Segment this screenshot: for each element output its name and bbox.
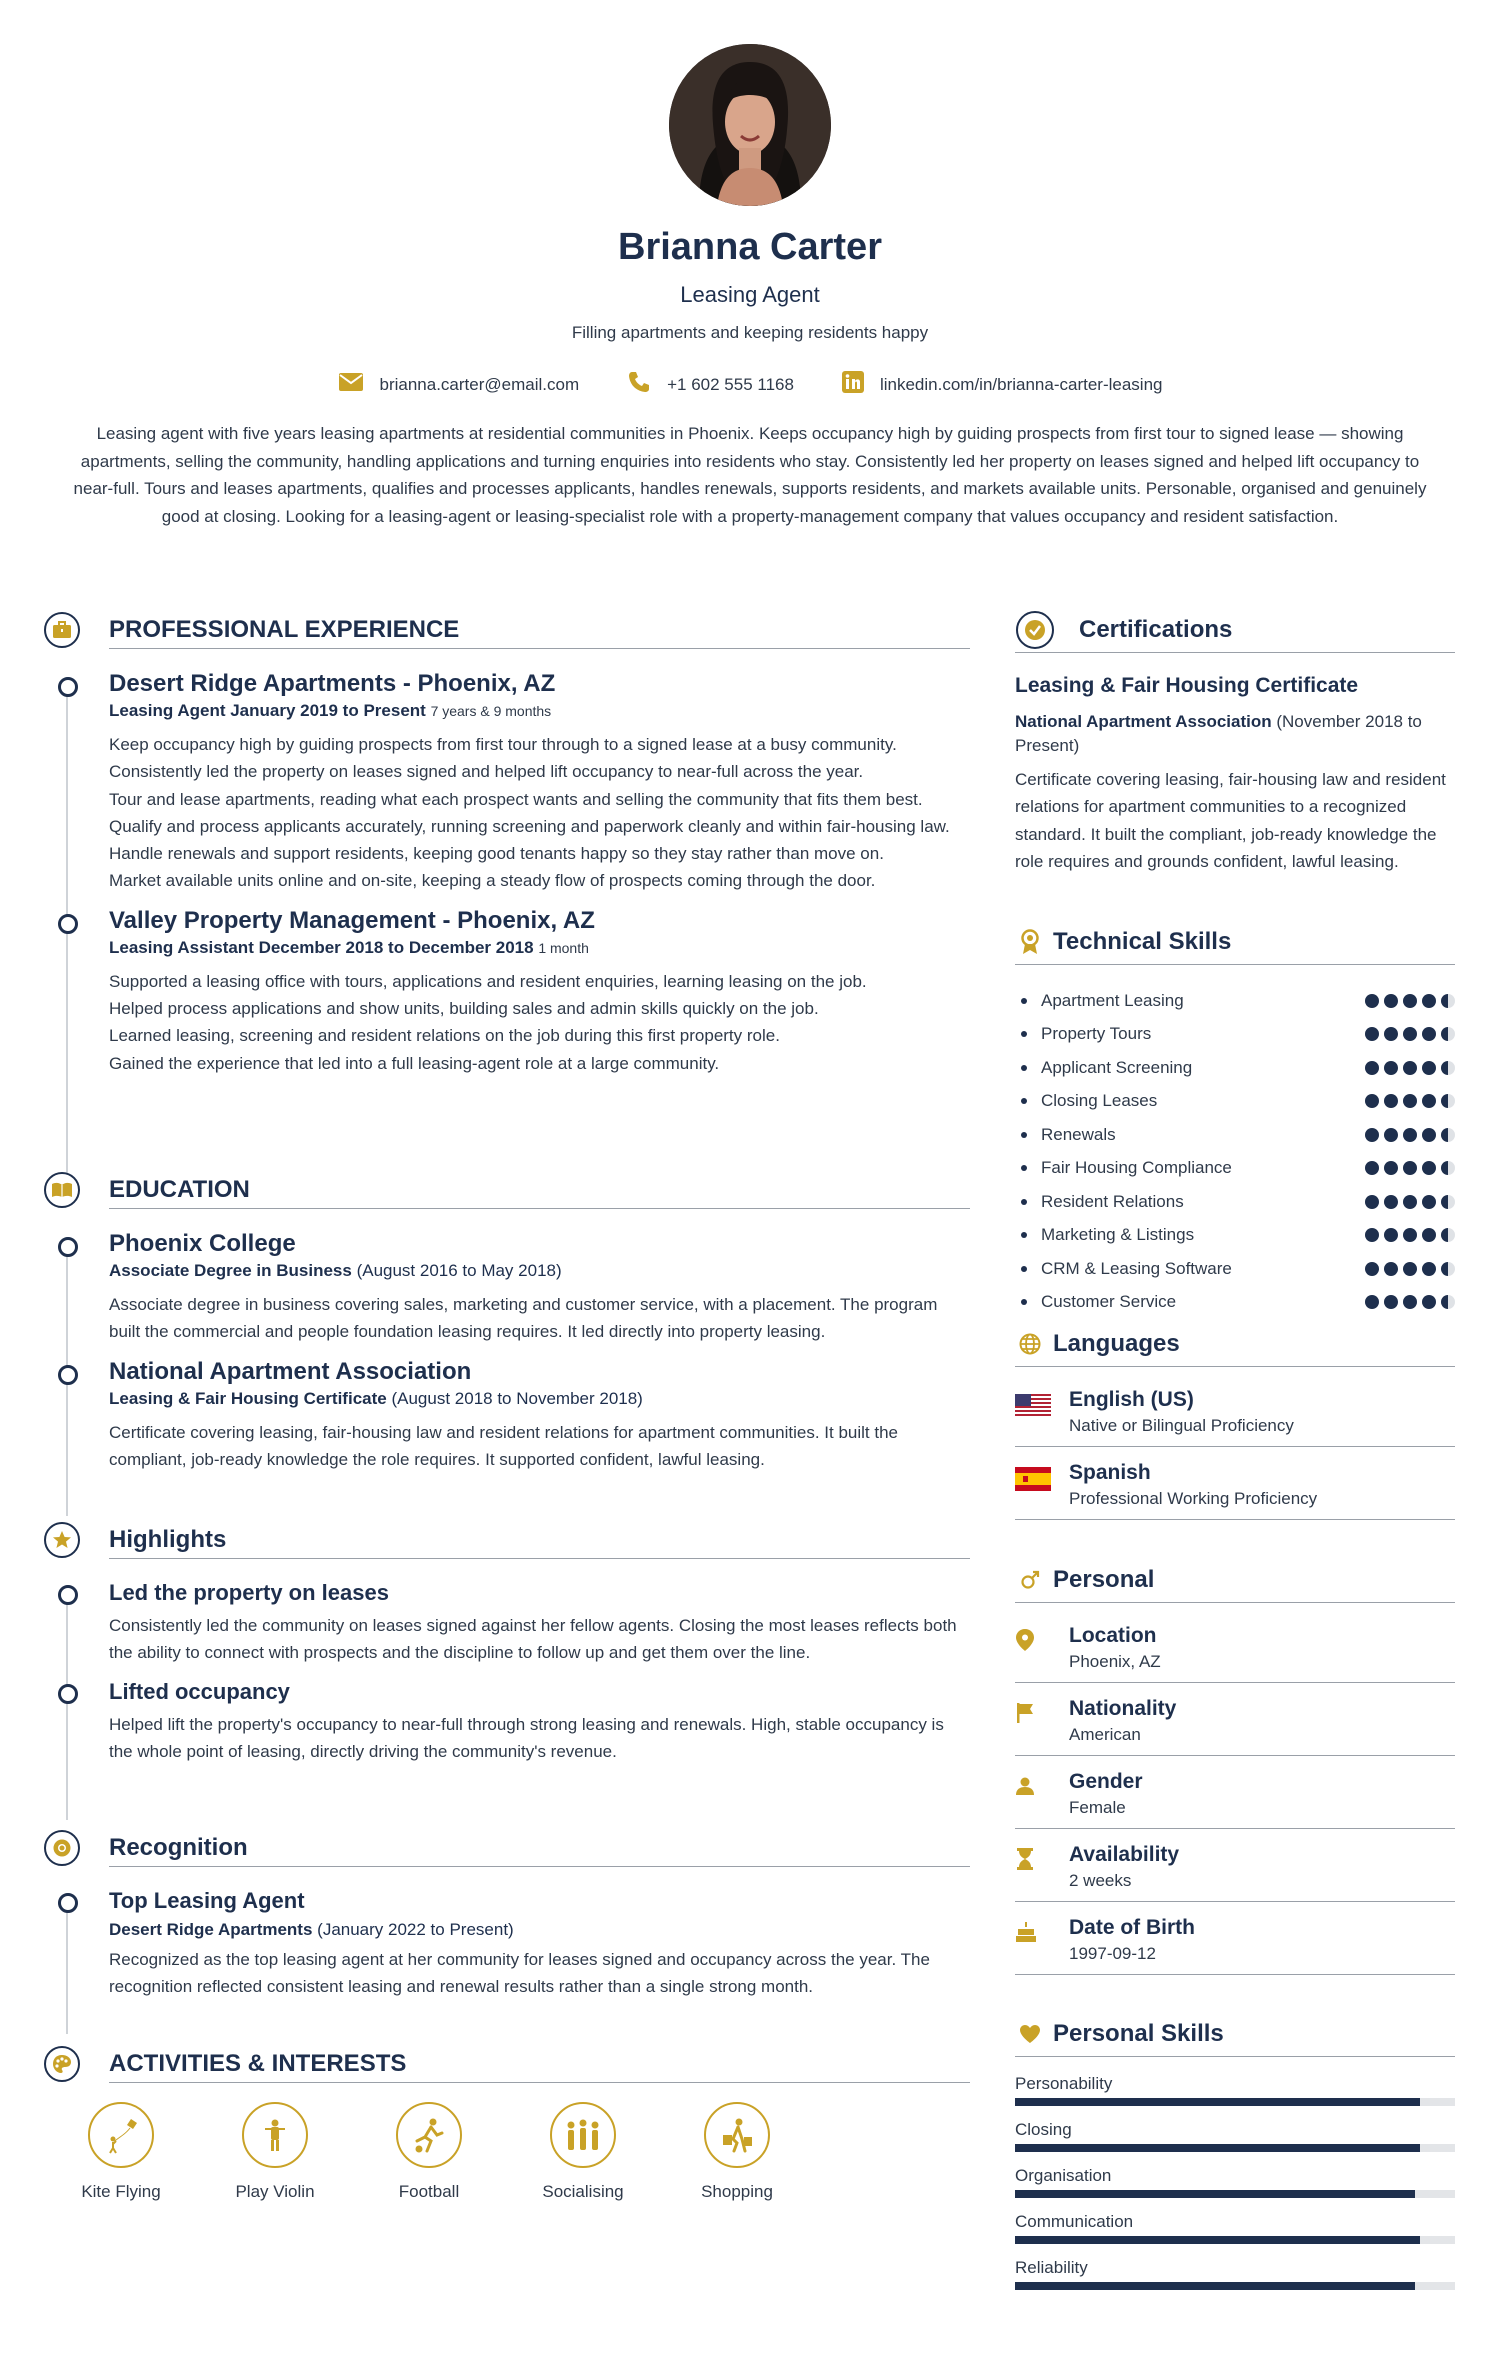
rating-dot xyxy=(1365,1195,1379,1209)
rating-dot xyxy=(1441,1262,1455,1276)
skill-rating xyxy=(1365,1094,1455,1108)
rating-dot xyxy=(1422,1128,1436,1142)
credential: Leasing & Fair Housing Certificate xyxy=(109,1388,387,1408)
personal-item xyxy=(1015,1610,1455,1683)
rating-dot xyxy=(1441,1161,1455,1175)
technical-skill-row xyxy=(1015,1085,1455,1119)
activity-label: Shopping xyxy=(701,2182,773,2201)
language-level: Native or Bilingual Proficiency xyxy=(1069,1416,1294,1435)
certificate-title: Leasing & Fair Housing Certificate xyxy=(1015,674,1359,697)
duration: 1 month xyxy=(538,939,589,956)
divider xyxy=(1015,1366,1455,1367)
gender-symbol-icon xyxy=(1015,1560,1045,1600)
personal-value: 2 weeks xyxy=(1069,1871,1132,1890)
bullet-icon xyxy=(1021,1132,1027,1138)
technical-skill-row xyxy=(1015,1118,1455,1152)
skill-rating xyxy=(1365,1161,1455,1175)
rating-dot xyxy=(1403,1262,1417,1276)
rating-dot xyxy=(1422,1262,1436,1276)
bullet-icon xyxy=(1021,1199,1027,1205)
personal-skill-row xyxy=(1015,2212,1455,2258)
football-icon xyxy=(396,2102,462,2168)
skill-name: Personability xyxy=(1015,2074,1113,2093)
skill-name: CRM & Leasing Software xyxy=(1041,1258,1232,1278)
personal-label: Gender xyxy=(1069,1770,1143,1793)
skill-bar-fill xyxy=(1015,2098,1420,2106)
rating-dot xyxy=(1403,1295,1417,1309)
contact-email[interactable] xyxy=(338,370,580,399)
timeline-dot xyxy=(58,1684,78,1704)
rating-dot xyxy=(1422,1195,1436,1209)
kite-icon xyxy=(88,2102,154,2168)
highlight-entry xyxy=(44,1580,970,1667)
skill-name: Customer Service xyxy=(1041,1292,1177,1312)
education-entry xyxy=(44,1358,970,1474)
personal-label: Availability xyxy=(1069,1843,1180,1866)
award-title: Top Leasing Agent xyxy=(109,1888,305,1913)
rating-dot xyxy=(1365,994,1379,1008)
hourglass-icon xyxy=(1015,1845,1051,1873)
rating-dot xyxy=(1441,1061,1455,1075)
technical-skills-heading: Technical Skills xyxy=(1053,928,1232,955)
highlight-entry xyxy=(44,1679,970,1766)
divider xyxy=(109,1558,970,1559)
award-org: Desert Ridge Apartments xyxy=(109,1920,313,1939)
skill-rating xyxy=(1365,1061,1455,1075)
activity-item xyxy=(352,2102,506,2202)
bullet: Learned leasing, screening and resident relations on the job during this first property role. xyxy=(109,1026,780,1046)
personal-label: Location xyxy=(1069,1624,1157,1647)
education-entry xyxy=(44,1230,970,1346)
divider xyxy=(1015,652,1455,653)
certifications-section xyxy=(1015,608,1455,920)
skill-name: Communication xyxy=(1015,2212,1134,2231)
timeline-dot xyxy=(58,677,78,697)
highlight-title: Lifted occupancy xyxy=(109,1678,290,1704)
technical-skills-list xyxy=(1015,984,1455,1319)
technical-skill-row xyxy=(1015,1152,1455,1186)
cert-body: Certificate covering leasing, fair-housing law and resident relations for apartment communities to a recognized standard. It built the compliant, job-ready knowledge the role requires and grounds confident, lawful leasing. xyxy=(1015,770,1446,871)
technical-skill-row xyxy=(1015,1018,1455,1052)
divider xyxy=(1015,1602,1455,1603)
activity-item xyxy=(44,2102,198,2202)
issuer: National Apartment Association xyxy=(1015,712,1272,731)
linkedin-icon xyxy=(842,371,864,398)
rating-dot xyxy=(1422,1061,1436,1075)
phone-icon xyxy=(627,370,651,399)
rating-dot xyxy=(1403,1094,1417,1108)
personal-value: 1997-09-12 xyxy=(1069,1944,1156,1963)
bullet-icon xyxy=(1021,998,1027,1004)
dates: (August 2018 to November 2018) xyxy=(391,1388,643,1408)
skill-bar-fill xyxy=(1015,2190,1415,2198)
personal-label: Nationality xyxy=(1069,1697,1177,1720)
contact-linkedin[interactable] xyxy=(842,370,1163,399)
rating-dot xyxy=(1365,1094,1379,1108)
rating-dot xyxy=(1441,1295,1455,1309)
skill-name: Closing Leases xyxy=(1041,1091,1158,1111)
people-icon xyxy=(550,2102,616,2168)
technical-skill-row xyxy=(1015,1185,1455,1219)
bullet: Gained the experience that led into a full leasing-agent role at a large community. xyxy=(109,1053,720,1073)
highlight-title: Led the property on leases xyxy=(109,1580,389,1605)
rating-dot xyxy=(1365,1061,1379,1075)
personal-item xyxy=(1015,1902,1455,1975)
bullet: Qualify and process applicants accurately, running screening and paperwork cleanly and within fair-housing law. xyxy=(109,816,950,836)
languages-section xyxy=(1015,1322,1455,1558)
shopping-icon xyxy=(704,2102,770,2168)
technical-skill-row xyxy=(1015,1286,1455,1320)
rating-dot xyxy=(1422,1027,1436,1041)
skill-name: Fair Housing Compliance xyxy=(1041,1158,1232,1178)
rating-dot xyxy=(1365,1027,1379,1041)
skill-rating xyxy=(1365,994,1455,1008)
skill-bar-track xyxy=(1015,2098,1455,2106)
bullet: Market available units online and on-site, keeping a steady flow of prospects coming through the door. xyxy=(109,871,876,891)
language-level: Professional Working Proficiency xyxy=(1069,1489,1318,1508)
experience-entry xyxy=(44,670,970,895)
activity-label: Kite Flying xyxy=(81,2182,161,2201)
personal-skill-row xyxy=(1015,2074,1455,2120)
bullet: Tour and lease apartments, reading what each prospect wants and selling the community that fits them best. xyxy=(109,789,923,809)
bullet-icon xyxy=(1021,1299,1027,1305)
recognition-section xyxy=(44,1826,970,2042)
medal-icon xyxy=(1015,922,1045,962)
rating-dot xyxy=(1365,1161,1379,1175)
rating-dot xyxy=(1384,1027,1398,1041)
email-text[interactable]: brianna.carter@email.com xyxy=(379,374,580,394)
award-icon xyxy=(44,1830,80,1866)
description: Associate degree in business covering sales, marketing and customer service, with a placement. The program built the commercial and people foundation leasing requires. It led directly into property leasing. xyxy=(109,1295,938,1342)
personal-skill-row xyxy=(1015,2166,1455,2212)
timeline-dot xyxy=(58,1365,78,1385)
timeline-dot xyxy=(58,1237,78,1257)
divider xyxy=(1015,2056,1455,2057)
highlight-body: Helped lift the property's occupancy to near-full through strong leasing and renewals. High, stable occupancy is the whole point of leasing, directly driving the community's revenue. xyxy=(109,1714,944,1761)
heart-icon xyxy=(1015,2014,1045,2054)
personal-item xyxy=(1015,1756,1455,1829)
school: Phoenix College xyxy=(109,1230,296,1257)
spain-flag-icon xyxy=(1015,1467,1051,1491)
rating-dot xyxy=(1365,1295,1379,1309)
skill-name: Closing xyxy=(1015,2120,1072,2139)
left-column xyxy=(44,608,970,2202)
rating-dot xyxy=(1422,1228,1436,1242)
dates: (August 2016 to May 2018) xyxy=(356,1261,562,1280)
rating-dot xyxy=(1441,1027,1455,1041)
personal-value: American xyxy=(1069,1725,1141,1744)
bullet-icon xyxy=(1021,1165,1027,1171)
technical-skill-row xyxy=(1015,1252,1455,1286)
personal-item xyxy=(1015,1683,1455,1756)
employer: Desert Ridge Apartments - Phoenix, AZ xyxy=(109,670,556,697)
timeline-dot xyxy=(58,1893,78,1913)
personal-skills-heading: Personal Skills xyxy=(1053,2020,1224,2047)
technical-skill-row xyxy=(1015,1051,1455,1085)
languages-heading: Languages xyxy=(1053,1330,1180,1357)
personal-skills-list xyxy=(1015,2074,1455,2304)
rating-dot xyxy=(1403,1061,1417,1075)
bullet-icon xyxy=(1021,1098,1027,1104)
bullet-icon xyxy=(1021,1266,1027,1272)
skill-bar-fill xyxy=(1015,2144,1420,2152)
personal-item xyxy=(1015,1829,1455,1902)
rating-dot xyxy=(1422,994,1436,1008)
rating-dot xyxy=(1403,1195,1417,1209)
divider xyxy=(1015,964,1455,965)
recognition-heading: Recognition xyxy=(109,1834,248,1861)
language-entry xyxy=(1015,1447,1455,1520)
rating-dot xyxy=(1403,1128,1417,1142)
certification-entry xyxy=(1015,674,1455,875)
skill-name: Property Tours xyxy=(1041,1024,1152,1044)
divider xyxy=(109,648,970,649)
location-pin-icon xyxy=(1015,1626,1051,1654)
rating-dot xyxy=(1441,1094,1455,1108)
rating-dot xyxy=(1365,1262,1379,1276)
duration: 7 years & 9 months xyxy=(430,703,552,719)
highlights-heading: Highlights xyxy=(109,1526,227,1553)
language-entry xyxy=(1015,1374,1455,1447)
rating-dot xyxy=(1441,994,1455,1008)
certifications-heading: Certifications xyxy=(1079,616,1233,643)
personal-label: Date of Birth xyxy=(1069,1916,1195,1939)
bullet-icon xyxy=(1021,1232,1027,1238)
language-name: Spanish xyxy=(1069,1461,1151,1484)
employer: Valley Property Management - Phoenix, AZ xyxy=(109,906,595,934)
right-column xyxy=(1015,608,1455,2304)
rating-dot xyxy=(1403,994,1417,1008)
position: Leasing Assistant December 2018 to December 2018 xyxy=(109,937,534,957)
us-flag-icon xyxy=(1015,1394,1051,1418)
bullet-icon xyxy=(1021,1065,1027,1071)
education-section xyxy=(44,1168,970,1518)
rating-dot xyxy=(1422,1094,1436,1108)
rating-dot xyxy=(1365,1128,1379,1142)
skill-name: Organisation xyxy=(1015,2166,1112,2185)
technical-skill-row xyxy=(1015,1219,1455,1253)
rating-dot xyxy=(1422,1161,1436,1175)
personal-skill-row xyxy=(1015,2120,1455,2166)
rating-dot xyxy=(1384,994,1398,1008)
activity-label: Socialising xyxy=(542,2182,624,2201)
bullet: Helped process applications and show units, building sales and admin skills quickly on the job. xyxy=(109,999,819,1019)
description: Certificate covering leasing, fair-housing law and resident relations for apartment communities. It built the compliant, job-ready knowledge the role requires. It supported confident, lawful leasing. xyxy=(109,1422,898,1469)
star-icon xyxy=(44,1522,80,1558)
cake-icon xyxy=(1015,1918,1051,1946)
skill-name: Apartment Leasing xyxy=(1041,990,1184,1010)
school: National Apartment Association xyxy=(109,1357,472,1385)
rating-dot xyxy=(1403,1161,1417,1175)
globe-icon xyxy=(1015,1324,1045,1364)
timeline-dot xyxy=(58,1585,78,1605)
personal-value: Phoenix, AZ xyxy=(1069,1652,1161,1671)
personal-section xyxy=(1015,1558,1455,2012)
bullet: Keep occupancy high by guiding prospects from first tour through to a signed lease at a busy community. xyxy=(109,735,897,754)
skill-name: Reliability xyxy=(1015,2258,1088,2277)
briefcase-icon xyxy=(44,612,80,648)
experience-entry xyxy=(44,907,970,1077)
skill-bar-fill xyxy=(1015,2282,1415,2290)
flag-icon xyxy=(1015,1699,1051,1727)
skill-rating xyxy=(1365,1295,1455,1309)
award-body: Recognized as the top leasing agent at her community for leases signed and occupancy across the year. The recognition reflected consistent leasing and renewal results rather than a single strong month. xyxy=(109,1950,930,1997)
palette-icon xyxy=(44,2046,80,2082)
rating-dot xyxy=(1441,1195,1455,1209)
cert-dates: (November 2018 to Present) xyxy=(1015,712,1422,755)
activities-section xyxy=(44,2042,970,2202)
skill-name: Applicant Screening xyxy=(1041,1057,1193,1077)
activity-item xyxy=(506,2102,660,2202)
skill-rating xyxy=(1365,1195,1455,1209)
rating-dot xyxy=(1384,1128,1398,1142)
violin-icon xyxy=(242,2102,308,2168)
contact-phone[interactable] xyxy=(627,370,794,399)
rating-dot xyxy=(1441,1128,1455,1142)
activity-label: Play Violin xyxy=(235,2182,315,2201)
rating-dot xyxy=(1384,1061,1398,1075)
activity-item xyxy=(198,2102,352,2202)
skill-bar-track xyxy=(1015,2236,1455,2244)
skill-name: Renewals xyxy=(1041,1124,1116,1144)
bullet-icon xyxy=(1021,1031,1027,1037)
certificate-badge-icon xyxy=(1015,610,1055,650)
skill-name: Marketing & Listings xyxy=(1041,1225,1195,1245)
rating-dot xyxy=(1365,1228,1379,1242)
skill-bar-fill xyxy=(1015,2236,1420,2244)
rating-dot xyxy=(1403,1027,1417,1041)
skill-rating xyxy=(1365,1262,1455,1276)
tagline: Filling apartments and keeping residents happy xyxy=(571,323,929,342)
avatar xyxy=(669,44,831,206)
rating-dot xyxy=(1441,1228,1455,1242)
position: Leasing Agent January 2019 to Present xyxy=(109,701,426,720)
timeline-dot xyxy=(58,914,78,934)
skill-bar-track xyxy=(1015,2144,1455,2152)
activity-item xyxy=(660,2102,814,2202)
phone-text[interactable]: +1 602 555 1168 xyxy=(667,374,794,394)
experience-heading: PROFESSIONAL EXPERIENCE xyxy=(109,616,460,643)
activity-label: Football xyxy=(398,2182,460,2201)
education-heading: EDUCATION xyxy=(109,1176,250,1203)
email-icon xyxy=(338,372,364,397)
highlights-section xyxy=(44,1518,970,1826)
rating-dot xyxy=(1384,1295,1398,1309)
highlight-body: Consistently led the community on leases signed against her fellow agents. Closing the most leases reflects both the ability to connect with prospects and the discipline to follow up and get them over the line. xyxy=(109,1616,957,1663)
skill-rating xyxy=(1365,1228,1455,1242)
rating-dot xyxy=(1422,1295,1436,1309)
rating-dot xyxy=(1384,1228,1398,1242)
technical-skills-section xyxy=(1015,920,1455,1322)
rating-dot xyxy=(1403,1228,1417,1242)
profile-summary: Leasing agent with five years leasing apartments at residential communities in Phoenix. Keeps occupancy high by guiding prospects from first tour to signed lease — showing apartments, selling the community, handling applications and turning enquiries into residents who stay. Consistently led her property on leases signed and helped lift occupancy to near-full. Tours and leases apartments, qualifies and processes applicants, handles renewals, supports residents, and markets available units. Personable, organised and genuinely good at closing. Looking for a leasing-agent or leasing-specialist role with a property-management company that values occupancy and resident satisfaction. xyxy=(73,424,1427,526)
rating-dot xyxy=(1384,1262,1398,1276)
activities-heading: ACTIVITIES & INTERESTS xyxy=(109,2050,407,2077)
personal-value: Female xyxy=(1069,1798,1126,1817)
person-icon xyxy=(1015,1772,1051,1800)
recognition-entry xyxy=(44,1888,970,2001)
personal-skill-row xyxy=(1015,2258,1455,2304)
language-name: English (US) xyxy=(1069,1388,1194,1411)
skill-name: Resident Relations xyxy=(1041,1191,1184,1211)
bullet: Consistently led the property on leases signed and helped lift occupancy to near-full across the year. xyxy=(109,762,864,782)
divider xyxy=(109,2082,970,2083)
divider xyxy=(109,1208,970,1209)
personal-skills-section xyxy=(1015,2012,1455,2304)
bullet: Handle renewals and support residents, keeping good tenants happy so they stay rather than move on. xyxy=(109,844,884,864)
linkedin-text[interactable]: linkedin.com/in/brianna-carter-leasing xyxy=(879,374,1163,394)
credential: Associate Degree in Business xyxy=(109,1261,352,1280)
rating-dot xyxy=(1384,1195,1398,1209)
skill-rating xyxy=(1365,1128,1455,1142)
skill-bar-track xyxy=(1015,2190,1455,2198)
experience-section xyxy=(44,608,970,1168)
skill-rating xyxy=(1365,1027,1455,1041)
rating-dot xyxy=(1384,1161,1398,1175)
skill-bar-track xyxy=(1015,2282,1455,2290)
technical-skill-row xyxy=(1015,984,1455,1018)
book-icon xyxy=(44,1172,80,1208)
rating-dot xyxy=(1384,1094,1398,1108)
contact-bar xyxy=(0,370,1500,399)
personal-heading: Personal xyxy=(1053,1566,1155,1593)
activities-list xyxy=(44,2102,970,2202)
award-dates: (January 2022 to Present) xyxy=(317,1920,514,1939)
job-title: Leasing Agent xyxy=(680,282,820,307)
divider xyxy=(109,1866,970,1867)
bullet: Supported a leasing office with tours, applications and resident enquiries, learning leasing on the job. xyxy=(109,971,867,991)
candidate-name: Brianna Carter xyxy=(618,226,882,268)
